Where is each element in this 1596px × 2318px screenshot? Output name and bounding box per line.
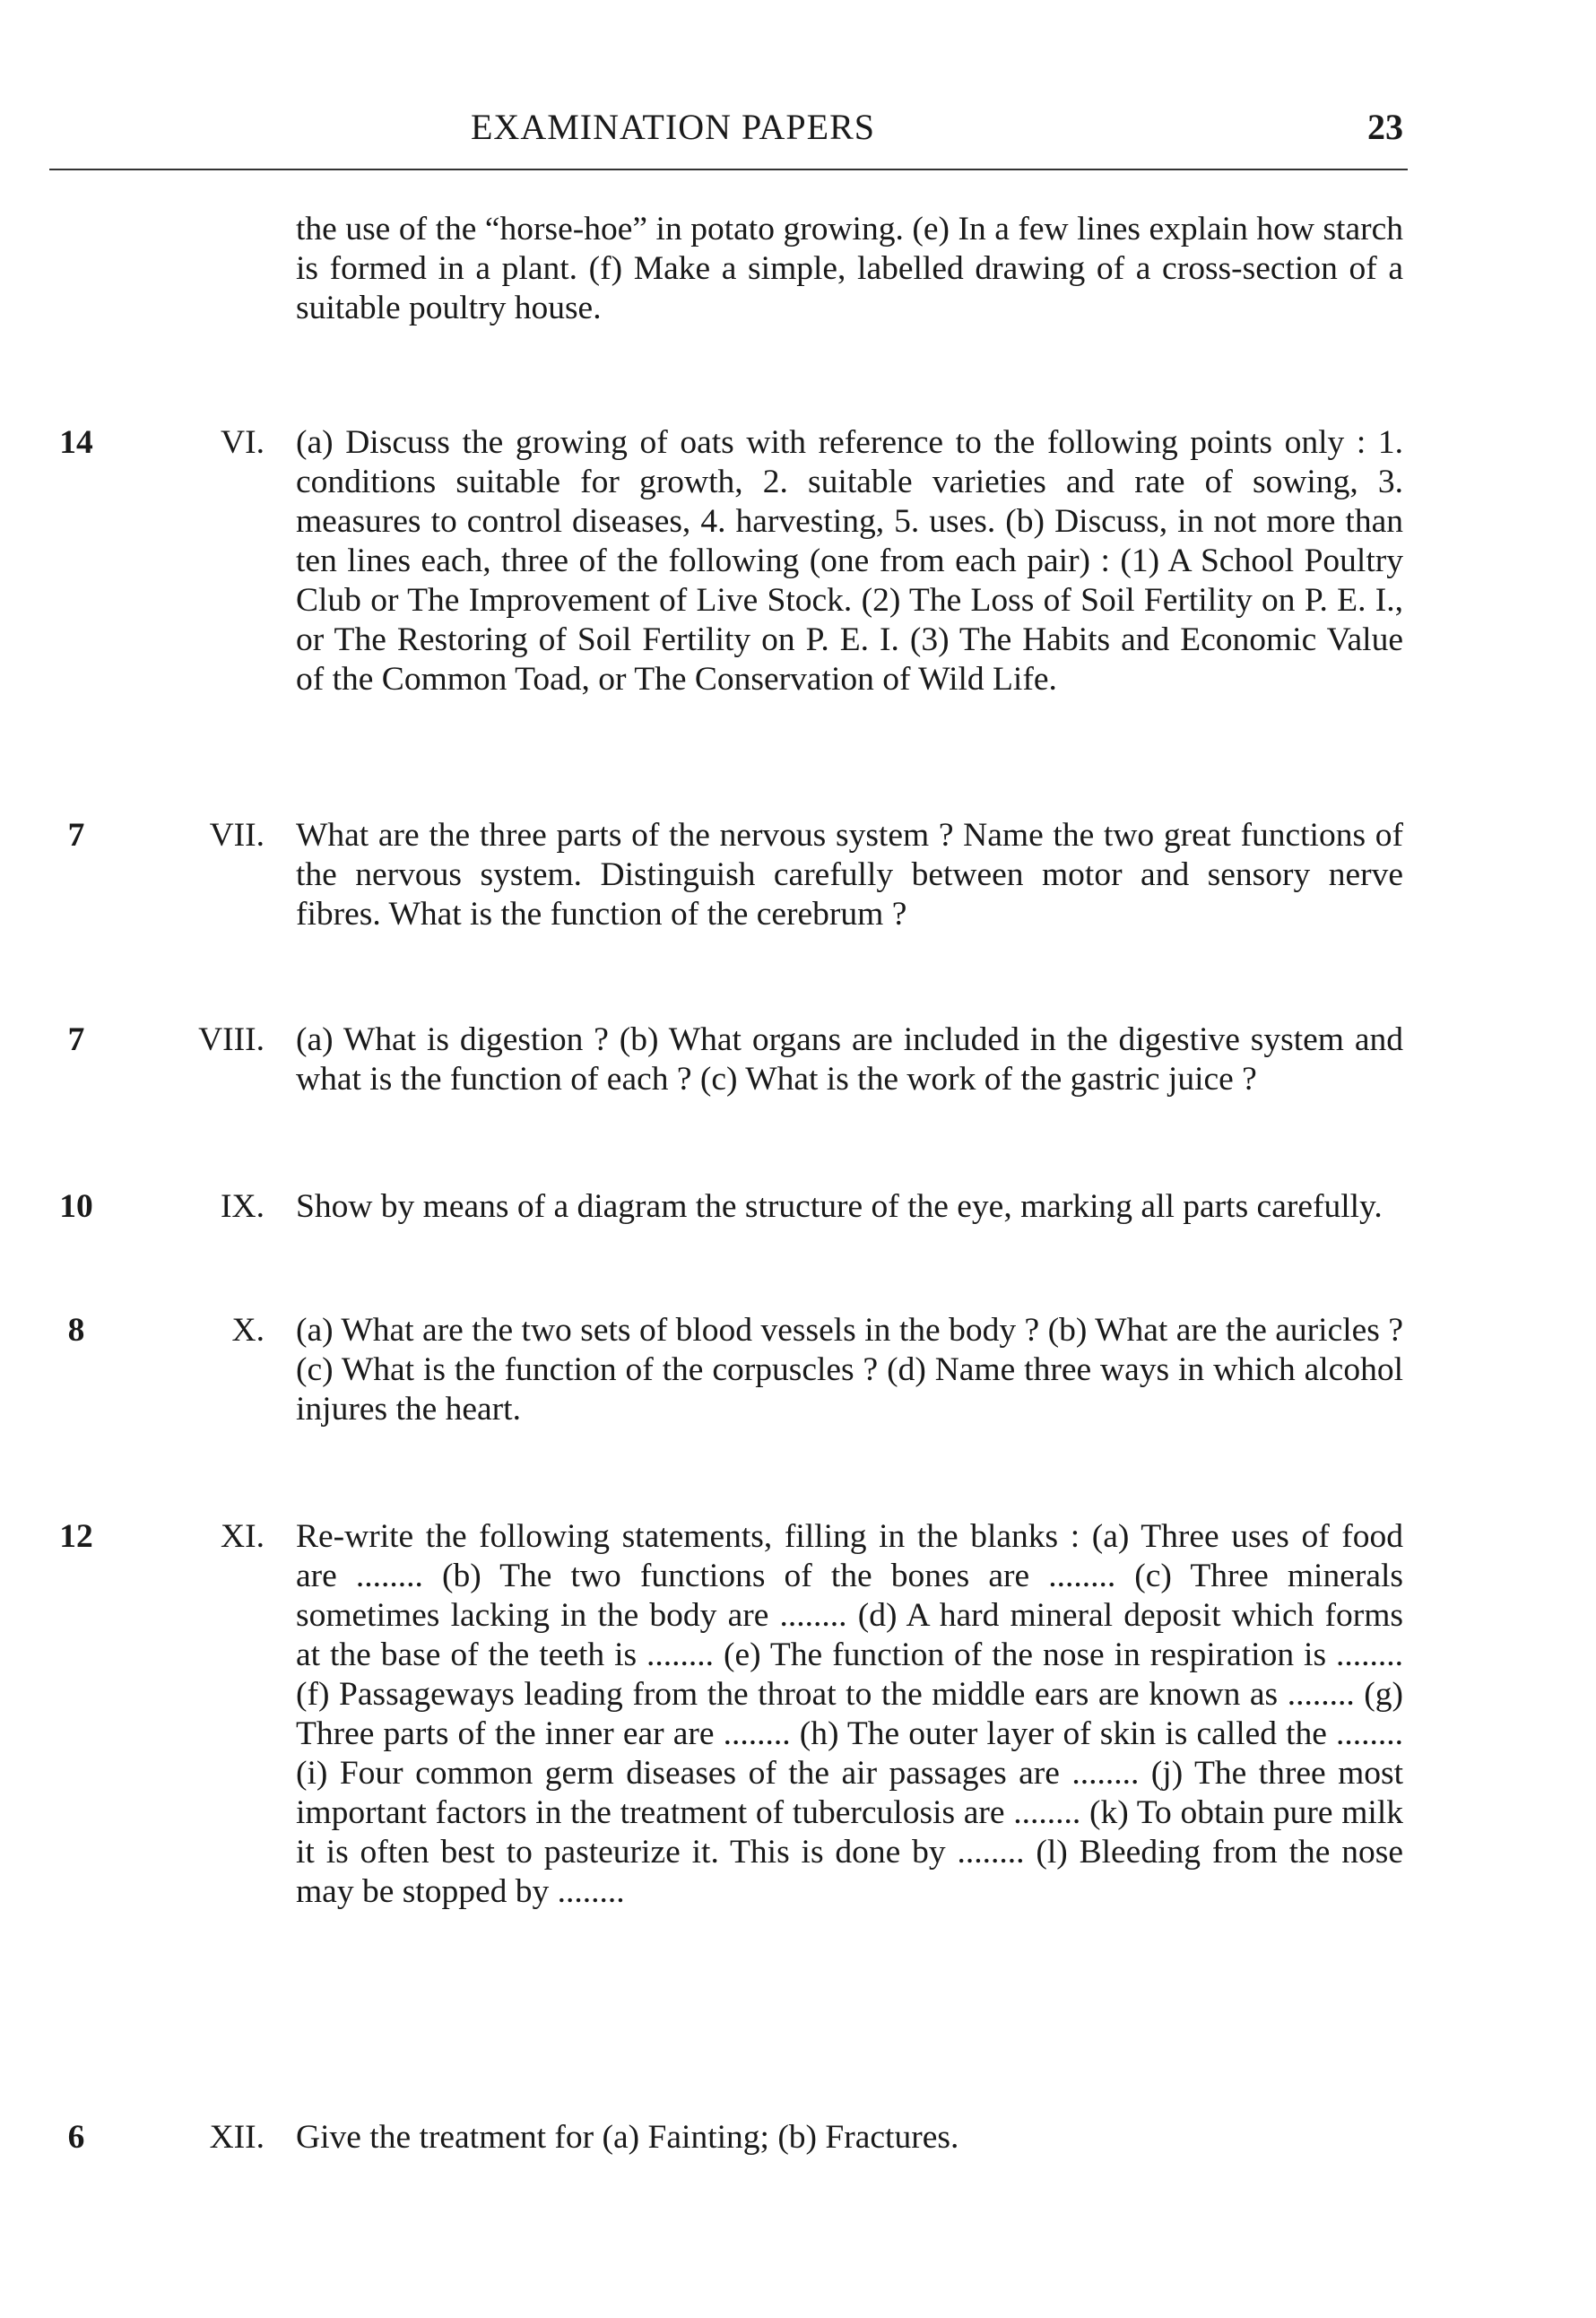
marks-value: 14: [59, 424, 93, 461]
question-text: What are the three parts of the nervous system ? Name the two great functions of the nervous system. Distinguish carefully between motor and sensory nerve fibres. What is the function of the cerebrum ?: [296, 817, 1403, 933]
question-number: XII.: [209, 2119, 265, 2156]
question-text: (a) What is digestion ? (b) What organs are included in the digestive system and what is the function of each ? (c) What is the work of the gastric juice ?: [296, 1021, 1403, 1098]
question-number: XI.: [221, 1518, 265, 1555]
marks-value: 7: [67, 1021, 85, 1058]
marks-value: 8: [67, 1312, 85, 1349]
continued-paragraph: the use of the “horse-hoe” in potato growing. (e) In a few lines explain how starch is formed in a plant. (f) Make a simple, labelled drawing of a cross-section of a suitable poultry house.: [296, 211, 1403, 326]
page-header: [296, 106, 1403, 160]
question-number: VI.: [221, 424, 265, 461]
question-text: Show by means of a diagram the structure of the eye, marking all parts carefully.: [296, 1188, 1383, 1225]
question-text: Give the treatment for (a) Fainting; (b) Fractures.: [296, 2119, 959, 2156]
marks-value: 6: [67, 2119, 85, 2156]
header-rule: [49, 169, 1408, 170]
question-text: Re-write the following statements, filling in the blanks : (a) Three uses of food are ........ (b) The two functions of the bones are ........ (c) Three minerals sometimes lacking in the body are ........ (d) A hard mineral deposit which forms at the base of the teeth is ........ (e) The function of the nose in respiration is ........ (f) Passageways leading from the throat to the middle ears are known as ........ (g) Three parts of the inner ear are ........ (h) The outer layer of skin is called the ........ (i) Four common germ diseases of the air passages are ........ (j) The three most important factors in the treatment of tuberculosis are ........ (k) To obtain pure milk it is often best to pasteurize it. This is done by ........ (l) Bleeding from the nose may be stopped by ........: [296, 1518, 1403, 1910]
marks-value: 12: [59, 1518, 93, 1555]
question-number: IX.: [221, 1188, 265, 1225]
marks-value: 7: [67, 817, 85, 854]
question-text: (a) What are the two sets of blood vessels in the body ? (b) What are the auricles ? (c) What is the function of the corpuscles ? (d) Name three ways in which alcohol injures the heart.: [296, 1312, 1403, 1428]
question-number: VIII.: [198, 1021, 265, 1058]
page-number: 23: [1367, 107, 1403, 147]
question-number: X.: [231, 1312, 265, 1349]
question-number: VII.: [209, 817, 265, 854]
marks-value: 10: [59, 1188, 93, 1225]
running-title: EXAMINATION PAPERS: [471, 107, 876, 147]
question-text: (a) Discuss the growing of oats with reference to the following points only : 1. conditions suitable for growth, 2. suitable varieties and rate of sowing, 3. measures to control diseases, 4. harvesting, 5. uses. (b) Discuss, in not more than ten lines each, three of the following (one from each pair) : (1) A School Poultry Club or The Improvement of Live Stock. (2) The Loss of Soil Fertility on P. E. I., or The Restoring of Soil Fertility on P. E. I. (3) The Habits and Economic Value of the Common Toad, or The Conservation of Wild Life.: [296, 424, 1403, 698]
